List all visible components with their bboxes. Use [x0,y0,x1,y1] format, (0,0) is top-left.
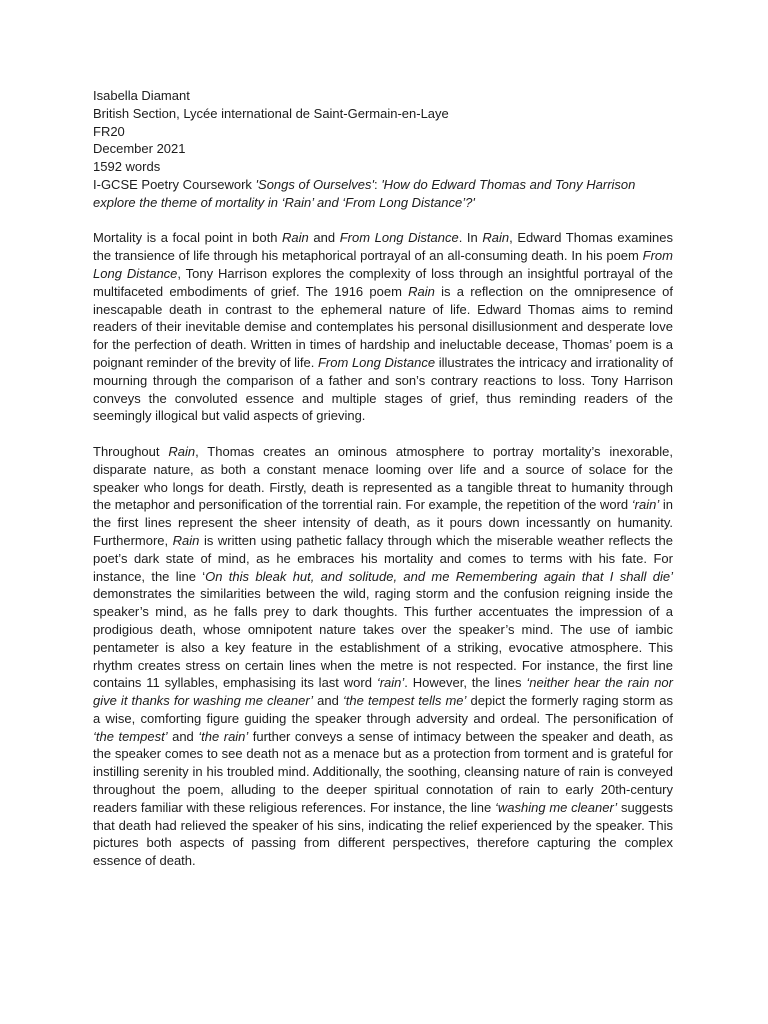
italic-quote: ‘washing me cleaner’ [494,799,618,815]
italic-quote: ‘neither hear the rain nor give it thanks for washing me cleaner’ [93,675,673,709]
paragraph-text: , Tony Harrison explores the complexity of loss through an insightful portrayal of the multifaceted embodiments of grief. The 1916 poem [93,265,673,299]
paragraph-text: and [308,230,340,246]
italic-quote: Rain [172,532,200,548]
italic-quote: From Long Distance [317,354,436,370]
title-prefix: I-GCSE Poetry Coursework [93,176,256,192]
body-paragraph [93,229,673,425]
paragraph-text: and [313,693,343,709]
italic-quote: ‘the rain’ [198,728,249,744]
title-anthology: 'Songs of Ourselves' [255,176,374,192]
paragraph-text: depict the formerly raging storm as a wise, comforting figure guiding the speaker through adversity and ordeal. The personification of [93,693,673,726]
paragraph-text: demonstrates the similarities between the wild, raging storm and the confusion reigning inside the speaker’s mind, as he falls prey to dark thoughts. This further accentuates the impression of a prodigious death, whose omnipotent nature takes over the speaker’s mind. The use of iambic pentameter is also a key feature in the establishment of a striking, evocative atmosphere. This rhythm creates stress on certain lines when the metre is not respected. For instance, the first line contains 11 syllables, emphasising its last word [93,586,673,691]
title-question: 'How do Edward Thomas and Tony Harrison explore the theme of mortality in ‘Rain’ and ‘From Long Distance’?' [93,176,636,210]
paragraph-text: is written using pathetic fallacy through which the miserable weather reflects the poet’s dark state of mind, as he embraces his mortality and comes to terms with his fate. For instance, the line ‘ [93,532,673,584]
word-count: 1592 words [93,159,161,175]
paragraph-text: illustrates the intricacy and irrationality of mourning through the comparison of a father and son’s contrary reactions to loss. Tony Harrison conveys the convoluted essence and multiple stages of grief, thus reminding readers of the seemingly illogical but valid aspects of grieving. [93,354,674,424]
date: December 2021 [93,141,186,157]
paragraph-text: , Thomas creates an ominous atmosphere to portray mortality’s inexorable, disparate nature, as both a constant menace looming over life and a source of solace for the speaker who longs for death. Firstly, death is represented as a tangible threat to humanity through the metaphor and personification of the torrential rain. For example, the repetition of the word [93,443,673,513]
italic-quote: Rain [168,443,196,459]
paragraph-text: in the first lines represent the sheer intensity of death, as it pours down incessantly on humanity. Furthermore, [93,497,674,548]
italic-quote: From Long Distance [93,248,673,281]
body-paragraph [93,443,673,870]
italic-quote: On this bleak hut, and solitude, and me Remembering again that I shall die’ [205,568,673,584]
italic-quote: ‘rain’ [376,675,405,691]
essay-body [93,229,673,870]
italic-quote: ‘the tempest’ [93,728,168,744]
italic-quote: Rain [408,283,435,299]
paragraph-text: Throughout [93,443,169,459]
italic-quote: From Long Distance [339,230,459,246]
paragraph-text: suggests that death had relieved the speaker of his sins, indicating the relief experienced by the speaker. This pictures both aspects of passing from different perspectives, therefore capturing the complex essence of death. [93,799,673,869]
paragraph-text: further conveys a sense of intimacy between the speaker and death, as the speaker comes to see death not as a menace but as a protection from torment and is grateful for instilling serenity in his troubled mind. Additionally, the soothing, cleansing nature of rain is conveyed throughout the poem, alluding to the deeper spiritual connotation of rain to early 20th-century readers familiar with these religious references. For instance, the line [93,728,674,815]
document-page [93,87,673,870]
title-colon: : [373,176,382,192]
paragraph-text: is a reflection on the omnipresence of inescapable death in contrast to the ephemeral nature of life. Edward Thomas aims to remind readers of their inevitable demise and contemplates his personal disillusionment and desperate love for the perfection of death. Written in times of hardship and ineluctable decease, Thomas’ poem is a poignant reminder of the brevity of life. [93,283,674,370]
italic-quote: ‘rain’ [631,497,660,513]
author-name: Isabella Diamant [93,88,190,103]
class-code: FR20 [93,123,125,139]
paragraph-text: Mortality is a focal point in both [93,230,283,246]
paragraph-text: . However, the lines [404,675,527,691]
paragraph-text: and [167,728,199,744]
essay-title [93,176,673,212]
italic-quote: Rain [282,230,309,246]
school-name: British Section, Lycée international de Saint-Germain-en-Laye [93,105,449,121]
paragraph-text: , Edward Thomas examines the transience of life through his metaphorical portrayal of an all-consuming death. In his poem [93,230,673,264]
paragraph-text: . In [458,230,483,246]
italic-quote: Rain [482,230,510,246]
italic-quote: ‘the tempest tells me’ [342,693,467,709]
